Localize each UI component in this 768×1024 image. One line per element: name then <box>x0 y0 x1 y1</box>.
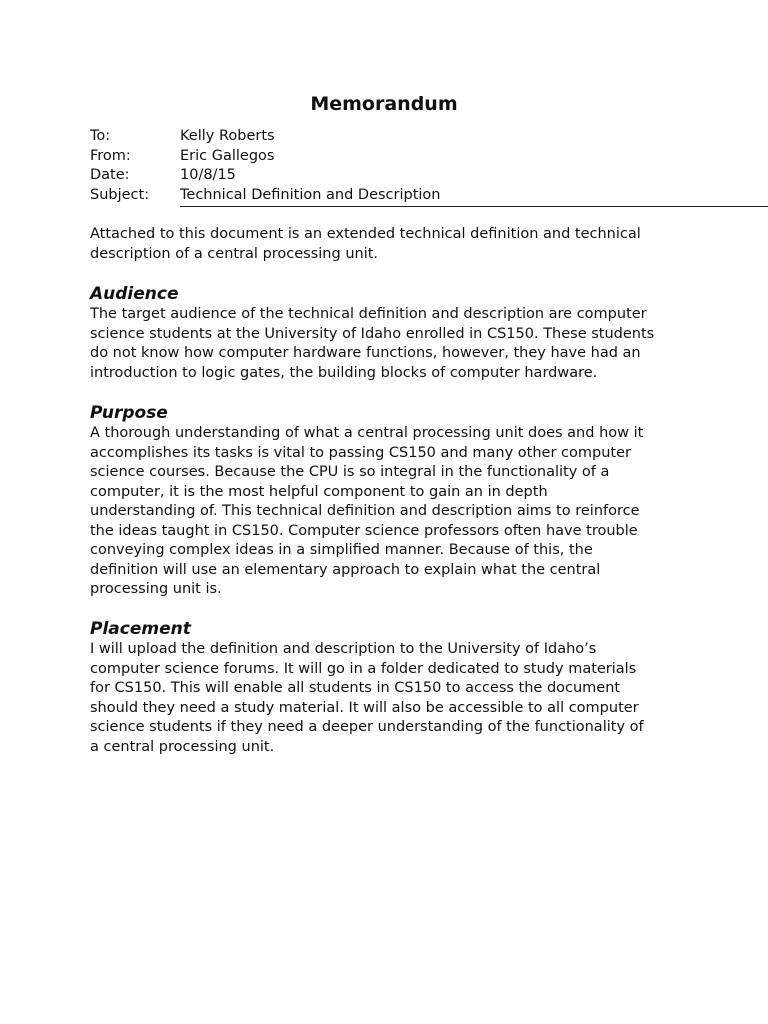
subject-divider <box>180 206 768 207</box>
audience-paragraph <box>90 305 690 383</box>
from-value: Eric Gallegos <box>180 147 275 164</box>
purpose-line: processing unit is. <box>90 581 222 597</box>
to-value: Kelly Roberts <box>180 128 275 144</box>
date-value: 10/8/15 <box>180 167 236 184</box>
placement-line: computer science forums. It will go in a folder dedicated to study materials <box>90 660 637 677</box>
purpose-line: conveying complex ideas in a simplified manner. Because of this, the <box>90 542 593 558</box>
purpose-line: science courses. Because the CPU is so integral in the functionality of a <box>90 464 610 480</box>
audience-line: science students at the University of Idaho enrolled in CS150. These students <box>90 325 655 342</box>
placement-line: a central processing unit. <box>90 738 275 755</box>
from-label: From: <box>90 147 131 164</box>
to-label: To: <box>90 128 111 144</box>
memo-title: Memorandum <box>310 93 458 115</box>
audience-line: The target audience of the technical definition and description are computer <box>90 306 647 322</box>
from-row <box>90 147 768 167</box>
intro-line: description of a central processing unit. <box>90 245 379 262</box>
purpose-line: accomplishes its tasks is vital to passing CS150 and many other computer <box>90 444 631 461</box>
date-label: Date: <box>90 167 130 184</box>
subject-row <box>90 186 768 206</box>
placement-line: I will upload the definition and description to the University of Idaho’s <box>90 641 597 657</box>
to-row <box>90 127 768 147</box>
purpose-line: definition will use an elementary approach to explain what the central <box>90 561 601 578</box>
audience-line: do not know how computer hardware functions, however, they have had an <box>90 345 641 361</box>
subject-label: Subject: <box>90 187 150 204</box>
placement-paragraph <box>90 640 690 757</box>
subject-value: Technical Definition and Description <box>180 187 441 204</box>
placement-line: for CS150. This will enable all students in CS150 to access the document <box>90 680 621 696</box>
audience-heading: Audience <box>90 284 179 304</box>
purpose-line: A thorough understanding of what a central processing unit does and how it <box>90 425 644 441</box>
purpose-line: the ideas taught in CS150. Computer science professors often have trouble <box>90 522 638 539</box>
placement-heading: Placement <box>90 619 191 639</box>
placement-line: science students if they need a deeper understanding of the functionality of <box>90 719 644 735</box>
purpose-heading: Purpose <box>90 403 168 423</box>
audience-line: introduction to logic gates, the building blocks of computer hardware. <box>90 364 598 381</box>
intro-paragraph <box>90 225 690 264</box>
placement-line: should they need a study material. It will also be accessible to all computer <box>90 699 639 716</box>
memo-header <box>90 127 768 206</box>
date-row <box>90 166 768 186</box>
purpose-paragraph <box>90 424 690 600</box>
purpose-line: understanding of. This technical definition and description aims to reinforce <box>90 503 640 519</box>
intro-line: Attached to this document is an extended technical definition and technical <box>90 226 641 242</box>
purpose-line: computer, it is the most helpful component to gain an in depth <box>90 483 548 500</box>
